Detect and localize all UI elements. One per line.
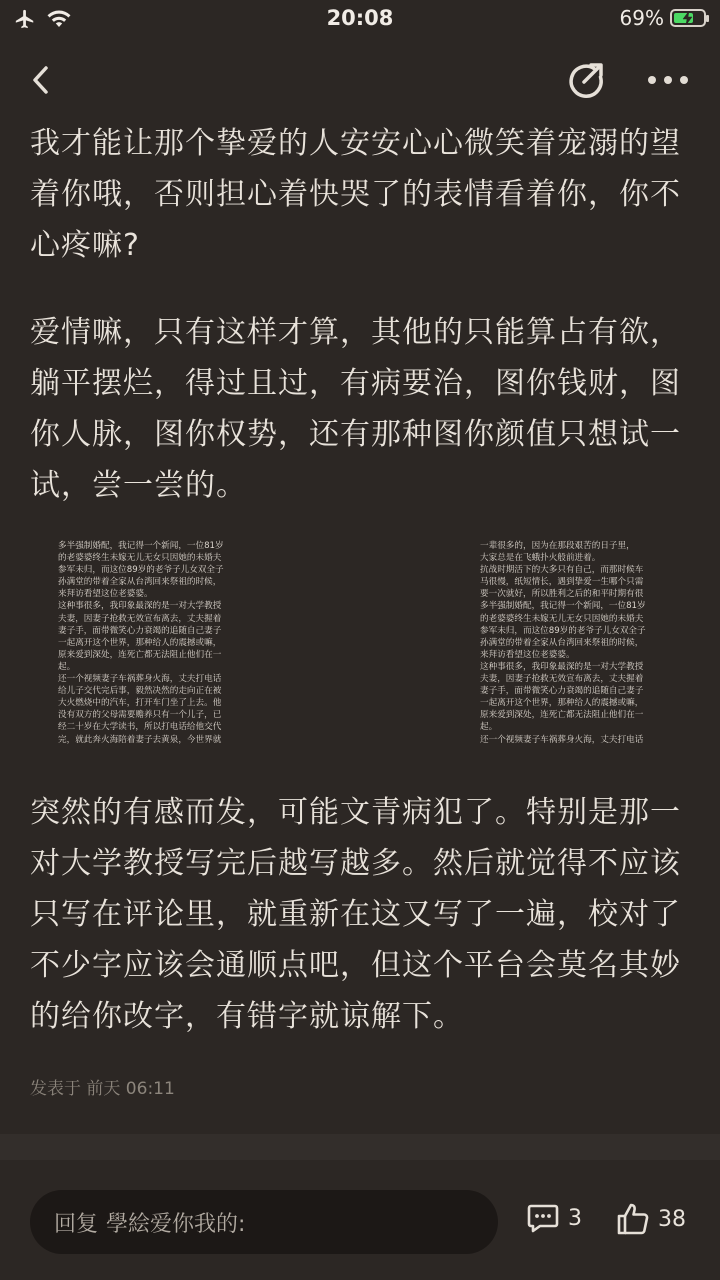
image-text-line: 参军未归，而这位89岁的老爷子儿女双全子	[480, 625, 646, 636]
like-count: 38	[658, 1206, 686, 1232]
image-text-line: 的老婆婆终生未嫁无儿无女只因她的未婚夫	[58, 553, 222, 564]
image-text-line: 这种事很多，我印象最深的是一对大学教授	[480, 661, 644, 672]
reply-target: 學絵爱你我的:	[106, 1211, 246, 1237]
dot	[648, 76, 656, 84]
status-right	[620, 6, 706, 30]
post-image[interactable]	[480, 540, 658, 756]
image-text-line: 起。	[480, 722, 498, 733]
reply-prefix: 回复	[54, 1211, 99, 1237]
image-text-line: 的老婆婆终生未嫁无儿无女只因她的未婚夫	[480, 613, 644, 624]
image-text-line: 参军未归，而这位89岁的老爷子儿女双全子	[58, 565, 224, 576]
post-timestamp	[30, 1074, 175, 1099]
more-dots-icon[interactable]	[646, 66, 690, 94]
post-images	[58, 540, 658, 756]
image-text-line: 还一个视频妻子车祸葬身火海，丈夫打电话	[480, 734, 644, 745]
comment-count: 3	[568, 1205, 582, 1231]
post-paragraph: 我才能让那个挚爱的人安安心心微笑着宠溺的望着你哦，否则担心着快哭了的表情看着你，你不心疼嘛?	[30, 126, 681, 263]
image-text-line: 妻子手，面带微笑心力衰竭的追随自己妻子	[58, 625, 222, 636]
image-text-line: 要一次就好，所以胜利之后的和平时期有很	[480, 589, 644, 600]
post-body-bottom	[30, 787, 696, 1042]
back-chevron-icon	[26, 62, 60, 98]
share-icon	[564, 58, 608, 102]
image-text-line: 经二十岁在大学读书，所以打电话给他交代	[58, 722, 222, 733]
image-text-line: 夫妻，因妻子抢救无效宣布离去，丈夫握着	[58, 613, 222, 624]
image-text-line: 给儿子交代完后事，毅然决然的走向正在被	[58, 686, 222, 697]
posted-label: 发表于	[30, 1079, 81, 1099]
section-divider	[0, 1134, 720, 1160]
image-text-line: 多半强制婚配，我记得一个新闻，一位81岁	[58, 541, 224, 551]
dot	[680, 76, 688, 84]
dot	[664, 76, 672, 84]
image-text-line: 一起离开这个世界，那种给人的震撼或嘛，	[480, 698, 644, 709]
image-text-line: 原来爱到深处，连死亡都无法阻止他们在一	[58, 649, 222, 660]
image-text-line: 一辈很多的，因为在那段艰苦的日子里，	[480, 541, 635, 551]
bottom-bar	[0, 1160, 720, 1280]
image-text-line: 马很慢，纸短情长，遇到挚爱一生哪个只需	[480, 577, 644, 588]
back-button[interactable]	[26, 62, 60, 98]
battery-percent: 69%	[619, 6, 664, 30]
comment-icon	[526, 1202, 560, 1234]
image-text-line: 夫妻，因妻子抢救无效宣布离去，丈夫握着	[480, 674, 644, 685]
image-text-line: 完，就此奔火海陪着妻子去黄泉，今世界就	[58, 734, 222, 745]
image-text-line: 多半强制婚配，我记得一个新闻，一位81岁	[480, 601, 646, 612]
post-paragraph: 突然的有感而发，可能文青病犯了。特别是那一对大学教授写完后越写越多。然后就觉得不应该只写在评论里，就重新在这又写了一遍，校对了不少字应该会通顺点吧，但这个平台会莫名其妙的给你改字，有错字就谅解下。	[30, 795, 681, 1034]
post-paragraph: 爱情嘛，只有这样才算，其他的只能算占有欲，躺平摆烂，得过且过，有病要治，图你钱财，图你人脉，图你权势，还有那种图你颜值只想试一试，尝一尝的。	[30, 315, 681, 503]
reply-input[interactable]	[30, 1190, 498, 1254]
post-body-top	[30, 118, 696, 511]
image-text-line: 这种事很多，我印象最深的是一对大学教授	[58, 601, 222, 612]
image-text-line: 大家总是在飞蛾扑火般前进着。	[480, 553, 601, 564]
nav-bar	[0, 50, 720, 110]
image-text-line: 还一个视频妻子车祸葬身火海，丈夫打电话	[58, 674, 222, 685]
image-text-line: 孙满堂的带着全家从台湾回来祭祖的时候，	[58, 577, 222, 588]
status-time: 20:08	[326, 6, 394, 30]
comment-button[interactable]	[526, 1202, 582, 1234]
image-text-line: 大火燃烧中的汽车，打开车门坐了上去。他	[58, 698, 222, 709]
battery-charging-icon	[670, 9, 706, 27]
image-text-line: 起。	[58, 661, 76, 672]
image-text-line: 没有双方的父母需要赡养只有一个儿子，已	[58, 710, 222, 721]
posted-time: 前天 06:11	[86, 1079, 175, 1099]
like-button[interactable]	[616, 1202, 686, 1236]
image-text-line: 来拜访看望这位老婆婆。	[480, 649, 575, 660]
status-bar	[0, 0, 720, 40]
post-image[interactable]	[58, 540, 236, 756]
image-text-line: 一起离开这个世界，那种给人的震撼或嘛，	[58, 637, 222, 648]
image-text-line: 原来爱到深处，连死亡都无法阻止他们在一	[480, 710, 644, 721]
image-text-line: 抗战时期活下的大多只有自己，而那时候车	[480, 565, 644, 576]
image-text-line: 孙满堂的带着全家从台湾回来祭祖的时候，	[480, 637, 644, 648]
image-text-line: 妻子手，面带微笑心力衰竭的追随自己妻子	[480, 686, 644, 697]
image-text-line: 来拜访看望这位老婆婆。	[58, 589, 153, 600]
thumbs-up-icon	[616, 1202, 650, 1236]
share-button[interactable]	[564, 58, 608, 102]
